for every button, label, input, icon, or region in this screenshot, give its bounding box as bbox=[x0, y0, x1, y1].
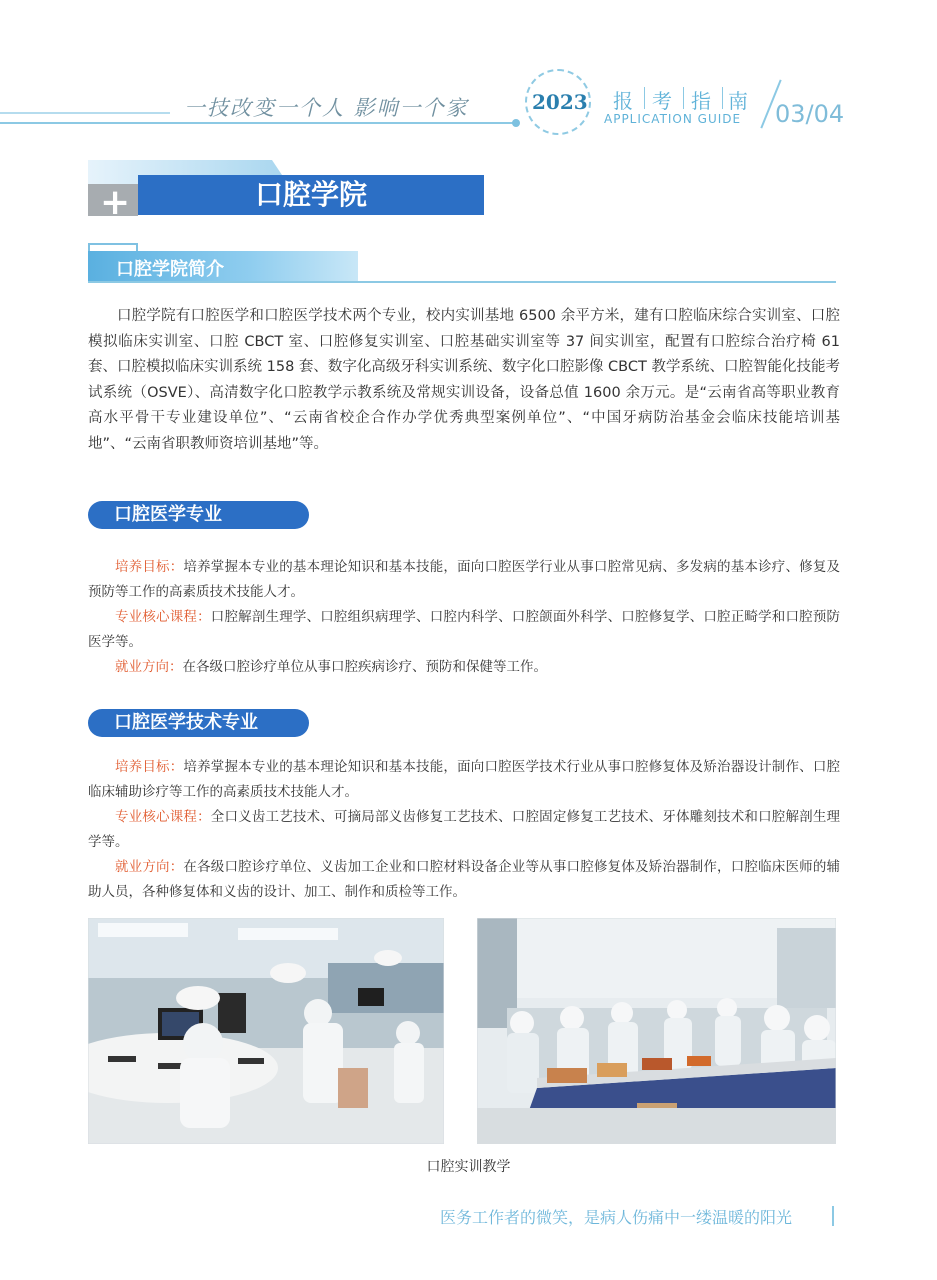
career-text: 在各级口腔诊疗单位从事口腔疾病诊疗、预防和保健等工作。 bbox=[182, 659, 547, 675]
footer-bar-decoration bbox=[832, 1206, 834, 1226]
page-numbers: 03/04 bbox=[775, 100, 845, 128]
major-courses bbox=[88, 605, 840, 654]
guide-english: APPLICATION GUIDE bbox=[604, 112, 742, 126]
photo-training-room-left bbox=[88, 918, 444, 1144]
major-career bbox=[88, 855, 840, 904]
plus-icon: + bbox=[100, 182, 131, 223]
goal-text: 培养掌握本专业的基本理论知识和基本技能，面向口腔医学技术行业从事口腔修复体及矫治器设计制作、口腔临床辅助诊疗等工作的高素质技术技能人才。 bbox=[88, 759, 841, 800]
goal-label: 培养目标： bbox=[115, 559, 184, 575]
major-heading: 口腔医学专业 bbox=[88, 501, 309, 529]
major-heading: 口腔医学技术专业 bbox=[88, 709, 309, 737]
major-goal bbox=[88, 755, 840, 804]
goal-text: 培养掌握本专业的基本理论知识和基本技能，面向口腔医学行业从事口腔常见病、多发病的基本诊疗、修复及预防等工作的高素质技术技能人才。 bbox=[88, 559, 841, 600]
career-text: 在各级口腔诊疗单位、义齿加工企业和口腔材料设备企业等从事口腔修复体及矫治器制作，口腔临床医师的辅助人员，各种修复体和义齿的设计、加工、制作和质检等工作。 bbox=[88, 859, 841, 900]
intro-heading: 口腔学院简介 bbox=[116, 259, 224, 280]
guide-char-3: 指 bbox=[691, 89, 713, 113]
guide-separator bbox=[722, 87, 723, 109]
intro-heading-underline bbox=[88, 281, 836, 283]
header-line-upper bbox=[0, 112, 170, 114]
guide-char-1: 报 bbox=[613, 89, 635, 113]
career-label: 就业方向： bbox=[115, 859, 184, 875]
photo-caption: 口腔实训教学 bbox=[426, 1159, 511, 1175]
major-career bbox=[88, 655, 840, 680]
footer-motto: 医务工作者的微笑，是病人伤痛中一缕温暖的阳光 bbox=[440, 1208, 793, 1227]
photo-training-room-right bbox=[477, 918, 836, 1144]
courses-label: 专业核心课程： bbox=[115, 609, 211, 625]
career-label: 就业方向： bbox=[115, 659, 183, 675]
page-title: 口腔学院 bbox=[254, 178, 367, 211]
guide-char-2: 考 bbox=[652, 89, 674, 113]
header-slogan: 一技改变一个人 影响一个家 bbox=[184, 96, 469, 120]
courses-text: 全口义齿工艺技术、可摘局部义齿修复工艺技术、口腔固定修复工艺技术、牙体雕刻技术和口腔解剖生理学等。 bbox=[88, 809, 841, 850]
header-year: 2023 bbox=[532, 90, 588, 114]
major-goal bbox=[88, 555, 840, 604]
guide-separator bbox=[683, 87, 684, 109]
courses-text: 口腔解剖生理学、口腔组织病理学、口腔内科学、口腔颌面外科学、口腔修复学、口腔正畸学和口腔预防医学等。 bbox=[88, 609, 841, 650]
intro-paragraph: 口腔学院有口腔医学和口腔医学技术两个专业，校内实训基地 6500 余平方米，建有口腔临床综合实训室、口腔模拟临床实训室、口腔 CBCT 室、口腔修复实训室、口腔基础实训室等 37 间实训室，配置有口腔综合治疗椅 61 套、口腔模拟临床实训系统 158 套、数字化高级牙科实训系统、数字化口腔影像 CBCT 教学系统、口腔智能化技能考试系统（OSVE）、高清数字化口腔教学示教系统及常规实训设备，设备总值 1600 余万元。是“云南省高等职业教育高水平骨干专业建设单位”、“云南省校企合作办学优秀典型案例单位”、“中国牙病防治基金会临床技能培训基地”、“云南省职教师资培训基地”等。 bbox=[88, 308, 840, 452]
goal-label: 培养目标： bbox=[115, 759, 184, 775]
guide-separator bbox=[644, 87, 645, 109]
header-line-dot bbox=[512, 119, 520, 127]
courses-label: 专业核心课程： bbox=[115, 809, 211, 825]
guide-char-4: 南 bbox=[728, 89, 750, 113]
header-line bbox=[0, 122, 515, 124]
major-courses bbox=[88, 805, 840, 854]
